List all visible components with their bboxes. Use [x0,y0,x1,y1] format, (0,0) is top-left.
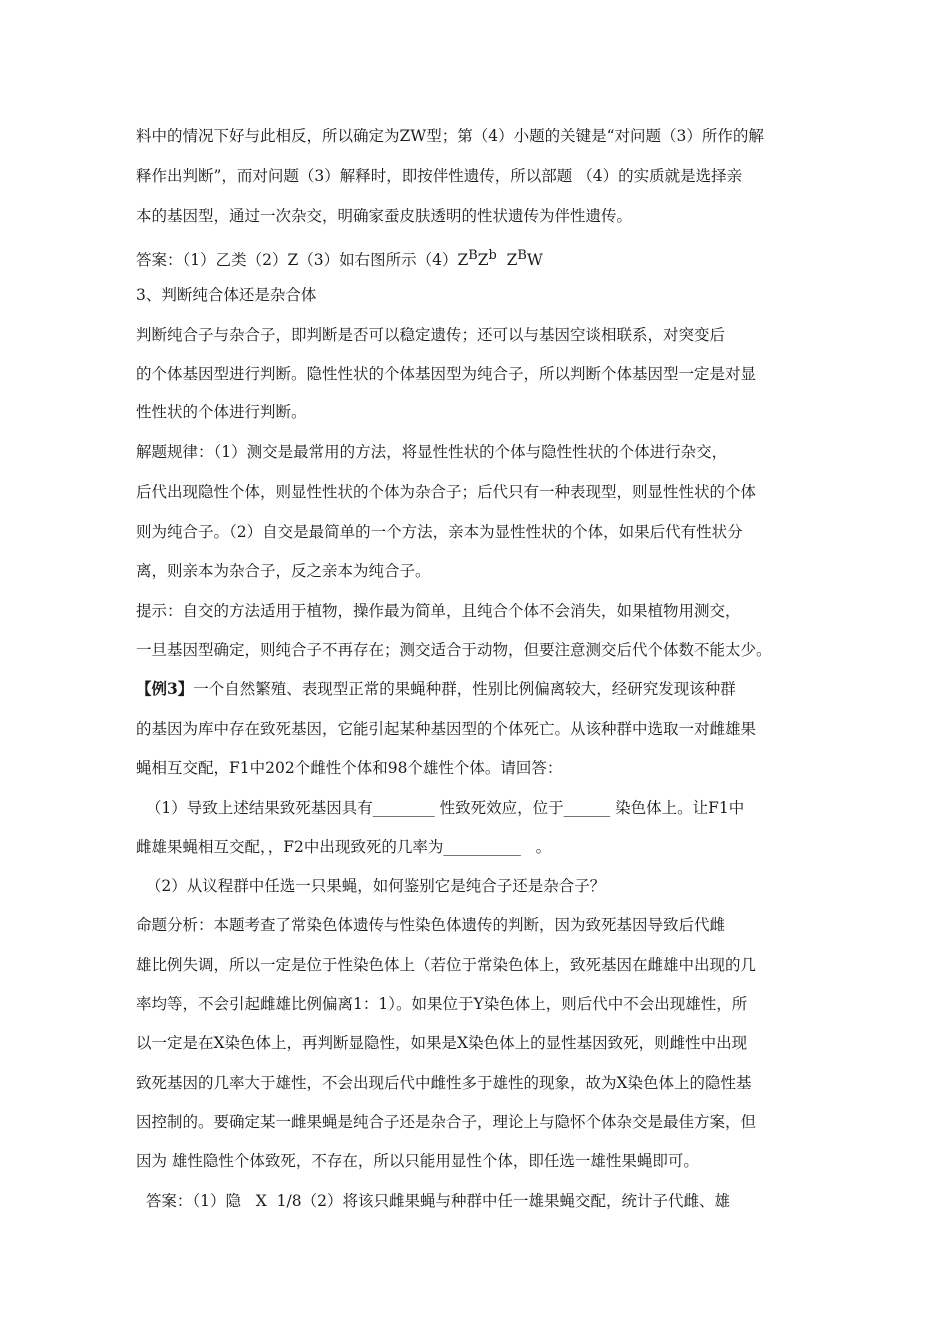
section-heading: 3、判断纯合体还是杂合体 [136,286,317,304]
text-line: 致死基因的几率大于雄性，不会出现后代中雌性多于雄性的现象，故为X染色体上的隐性基 [136,1074,752,1092]
text-line: 则为纯合子。（2）自交是最简单的一个方法，亲本为显性性状的个体，如果后代有性状分 [136,523,743,541]
text-line: 解题规律：（1）测交是最常用的方法，将显性性状的个体与隐性性状的个体进行杂交， [136,443,728,461]
text-line: 后代出现隐性个体，则显性性状的个体为杂合子；后代只有一种表现型，则显性性状的个体 [136,483,757,501]
text-line: 判断纯合子与杂合子，即判断是否可以稳定遗传；还可以与基因空谈相联系，对突变后 [136,326,726,344]
text-line: 以一定是在X染色体上，再判断显隐性，如果是X染色体上的显性基因致死，则雌性中出现 [136,1034,748,1052]
text-line: 释作出判断”，而对问题（3）解释时，即按伴性遗传，所以部题 （4）的实质就是选择亲 [136,167,743,185]
example-line [136,679,826,699]
text-line: 一旦基因型确定，则纯合子不再存在；测交适合于动物，但要注意测交后代个体数不能太少。 [136,641,772,659]
example-label: 【例3】 [136,679,194,698]
text-line: 命题分析：本题考查了常染色体遗传与性染色体遗传的判断，因为致死基因导致后代雌 [136,916,726,934]
text-line: 离，则亲本为杂合子，反之亲本为纯合子。 [136,562,431,580]
answer-text: Z [496,251,518,270]
question-line: （1）导致上述结果致死基因具有________ 性致死效应，位于______ 染色体上。让F1中 [136,799,745,817]
text-line: 因为 雄性隐性个体致死，不存在，所以只能用显性个体，即任选一雄性果蝇即可。 [136,1152,699,1170]
text-line: 雌雄果蝇相互交配，，F2中出现致死的几率为__________ 。 [136,838,552,856]
answer-text: Z [477,251,489,270]
text-line: 性性状的个体进行判断。 [136,403,307,421]
text-line: 雄比例失调，所以一定是位于性染色体上（若位于常染色体上，致死基因在雌雄中出现的几 [136,956,757,974]
text-line: 本的基因型，通过一次杂交，明确家蚕皮肤透明的性状遗传为伴性遗传。 [136,207,633,225]
question-line: （2）从议程群中任选一只果蝇，如何鉴别它是纯合子还是杂合子？ [136,877,606,895]
superscript: b [488,248,497,263]
superscript: B [517,248,527,263]
superscript: B [468,248,478,263]
answer-text: W [526,251,543,270]
text-line: 料中的情况下好与此相反，所以确定为ZW型；第（4）小题的关键是“对问题（3）所作的解 [136,127,764,145]
text-line: 提示：自交的方法适用于植物，操作最为简单，且纯合个体不会消失，如果植物用测交， [136,602,741,620]
text-line: 的基因为库中存在致死基因，它能引起某种基因型的个体死亡。从该种群中选取一对雌雄果 [136,720,757,738]
answer-line [136,246,826,270]
text-line: 率均等，不会引起雌雄比例偏离1：1）。如果位于Y染色体上，则后代中不会出现雄性，所 [136,995,748,1013]
text-line: 因控制的。要确定某一雌果蝇是纯合子还是杂合子，理论上与隐怀个体杂交是最佳方案，但 [136,1113,757,1131]
example-text: 一个自然繁殖、表现型正常的果蝇种群，性别比例偏离较大，经研究发现该种群 [193,680,736,698]
answer-text: 答案：（1）乙类（2）Z（3）如右图所示（4）Z [136,251,469,270]
answer-line: 答案：（1）隐 X 1/8（2）将该只雌果蝇与种群中任一雄果蝇交配，统计子代雌、雄 [136,1192,730,1210]
text-line: 的个体基因型进行判断。隐性性状的个体基因型为纯合子，所以判断个体基因型一定是对显 [136,365,757,383]
text-line: 蝇相互交配，F1中202个雌性个体和98个雄性个体。请回答： [136,759,563,777]
